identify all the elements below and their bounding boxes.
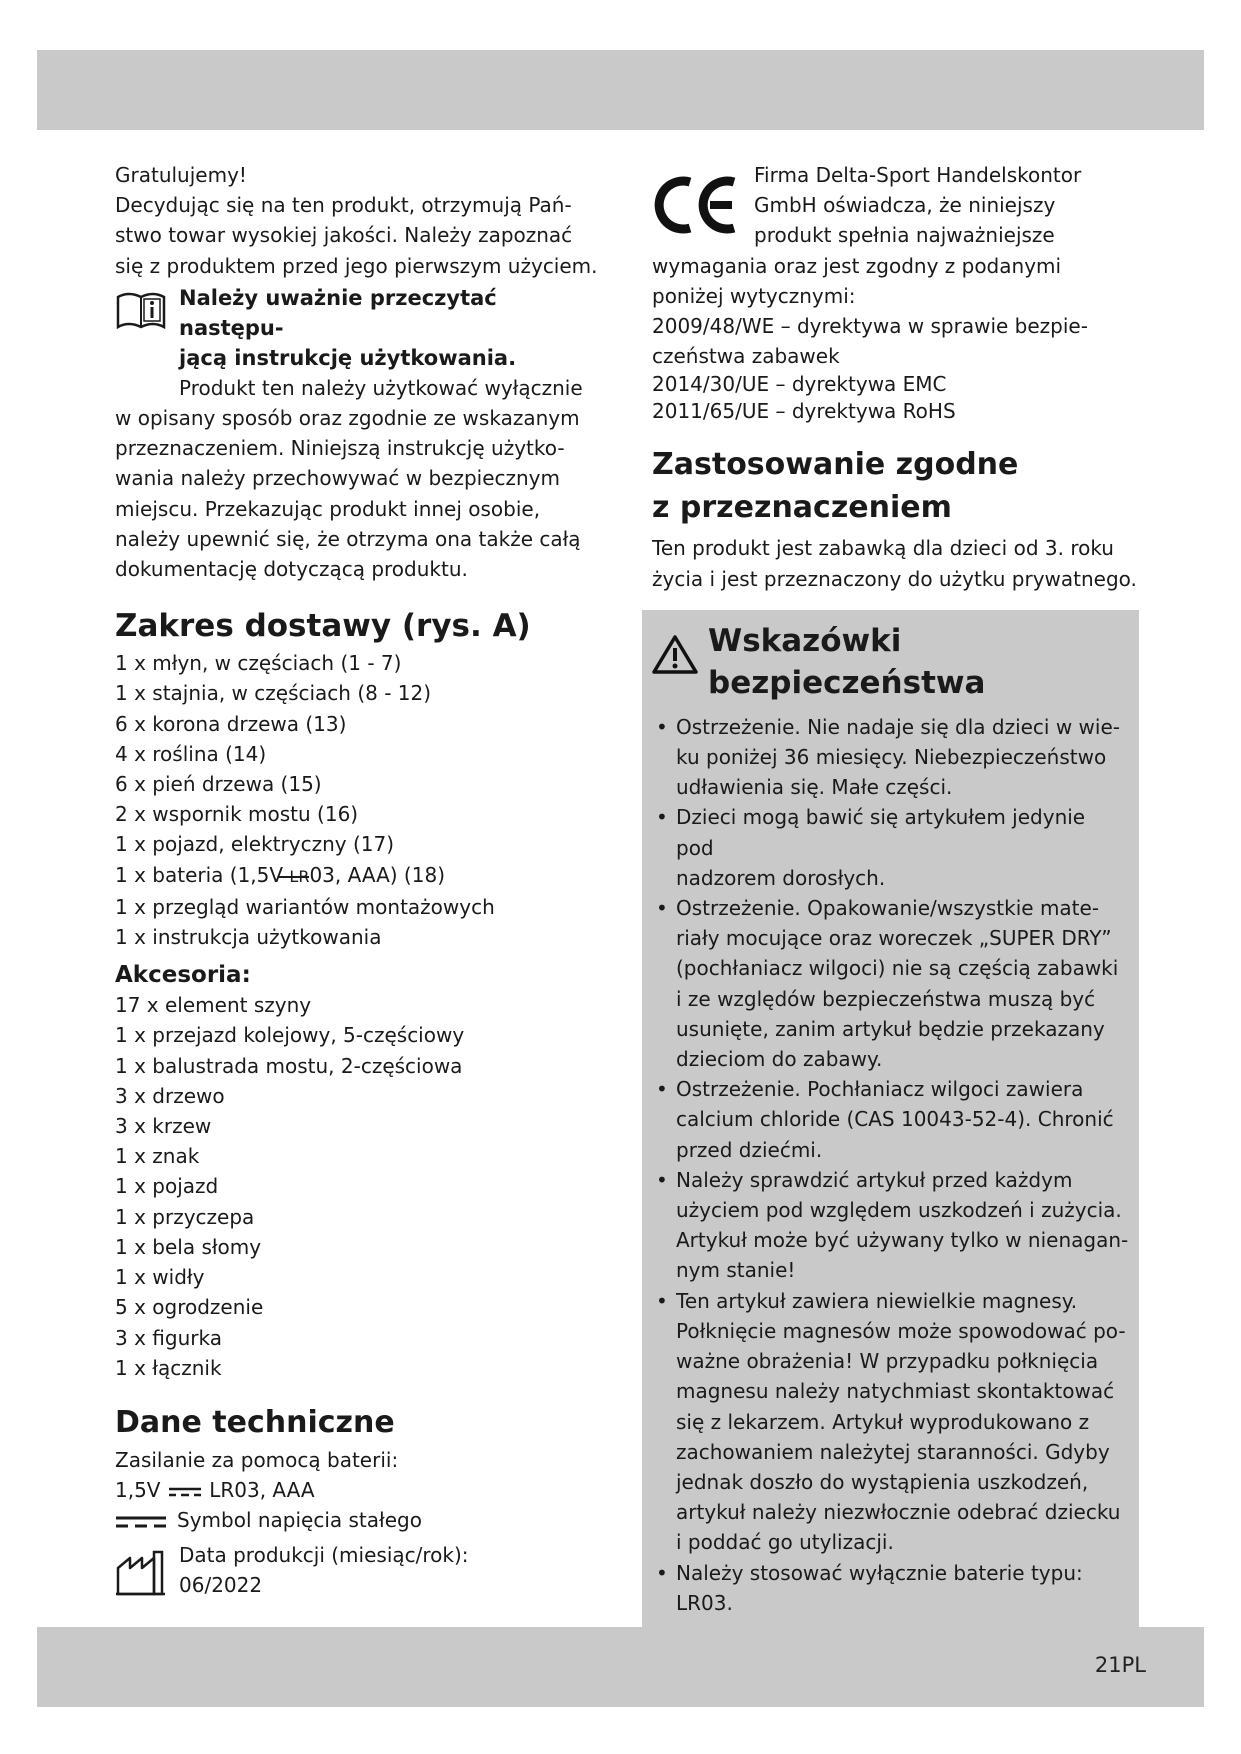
list-item: 1 x widły [115, 1265, 205, 1290]
notice-text: w opisany sposób oraz zgodnie ze wskazanym [115, 406, 580, 431]
tech-voltage [115, 1475, 600, 1505]
list-item: 1 x młyn, w częściach (1 - 7) [115, 651, 402, 676]
list-item: 4 x roślina (14) [115, 741, 267, 766]
list-item: 3 x krzew [115, 1114, 212, 1139]
warning-triangle-icon [652, 634, 698, 674]
read-instructions-notice [115, 283, 600, 373]
safety-bullet: • Należy stosować wyłącznie baterie typu: LR03. [652, 1558, 1129, 1618]
battery-lr-label: LR [289, 867, 309, 886]
safety-notes-box [642, 610, 1139, 1632]
right-column [652, 160, 1137, 1632]
battery-suffix: 03, AAA) (18) [309, 862, 445, 887]
list-item: 1 x bela słomy [115, 1234, 262, 1259]
list-item: 2 x wspornik mostu (16) [115, 802, 359, 827]
battery-prefix: 1 x bateria (1,5V [115, 862, 284, 887]
accessories-title: Akcesoria: [115, 962, 251, 989]
tech-power: Zasilanie za pomocą baterii: [115, 1447, 399, 1472]
list-item: 1 x pojazd [115, 1174, 219, 1199]
list-item: 1 x instrukcja użytkowania [115, 925, 382, 950]
list-item: 6 x korona drzewa (13) [115, 711, 347, 736]
delivery-list [115, 648, 600, 952]
ce-text: produkt spełnia najważniejsze [754, 223, 1055, 248]
safety-heading [652, 620, 1129, 704]
safety-list [652, 712, 1129, 1618]
list-item: 1 x znak [115, 1144, 200, 1169]
left-column [115, 160, 600, 1600]
ce-text: 2011/65/UE – dyrektywa RoHS [652, 399, 956, 424]
safety-bullet: • Dzieci mogą bawić się artykułem jedynie pod nadzorem dorosłych. [652, 802, 1129, 893]
ce-text: czeństwa zabawek [652, 344, 840, 369]
factory-icon [115, 1548, 167, 1598]
dc-symbol-icon [115, 1515, 167, 1529]
dc-current-icon [167, 1486, 203, 1498]
intro-line: Gratulujemy! [115, 163, 247, 187]
dc-symbol-label: Symbol napięcia stałego [177, 1508, 422, 1533]
ce-text: Firma Delta-Sport Handelskontor [754, 163, 1082, 187]
intended-use-text: Ten produkt jest zabawką dla dzieci od 3. roku [652, 536, 1114, 561]
intended-use-text: życia i jest przeznaczony do użytku prywatnego. [652, 566, 1137, 591]
notice-bold: Należy uważnie przeczytać następu- [179, 285, 497, 340]
list-item: 1 x przyczepa [115, 1204, 255, 1229]
page-number: 21PL [1094, 1653, 1146, 1677]
header-band [37, 50, 1204, 130]
notice-text: należy upewnić się, że otrzyma ona także całą [115, 526, 581, 551]
notice-text: dokumentację dotyczącą produktu. [115, 557, 468, 582]
safety-title: Wskazówki bezpieczeństwa [708, 622, 986, 701]
list-item: 6 x pień drzewa (15) [115, 772, 322, 797]
safety-bullet: • Należy sprawdzić artykuł przed każdym użyciem pod względem uszkodzeń i zużycia. Artykuł może być używany tylko w nienagan- nym stanie! [652, 1165, 1129, 1286]
ce-text: 2009/48/WE – dyrektywa w sprawie bezpie- [652, 314, 1088, 339]
ce-text: poniżej wytycznymi: [652, 283, 856, 308]
delivery-title: Zakres dostawy (rys. A) [115, 608, 531, 645]
read-manual-icon [115, 287, 167, 333]
notice-text: Produkt ten należy użytkować wyłącznie [179, 375, 583, 400]
ce-text: GmbH oświadcza, że niniejszy [754, 193, 1056, 218]
intro-line: się z produktem przed jego pierwszym użyciem. [115, 253, 598, 278]
safety-bullet: • Ostrzeżenie. Pochłaniacz wilgoci zawiera calcium chloride (CAS 10043-52-4). Chronić przed dziećmi. [652, 1074, 1129, 1165]
ce-declaration [652, 160, 1129, 251]
list-item-battery [115, 860, 600, 892]
dc-symbol-row [115, 1505, 600, 1535]
safety-bullet: • Ostrzeżenie. Opakowanie/wszystkie mate- riały mocujące oraz woreczek „SUPER DRY” (pochłaniacz wilgoci) nie są częścią zabawki i ze względów bezpieczeństwa muszą być usunięte, zanim artykuł będzie przekazany dzieciom do zabawy. [652, 893, 1129, 1074]
intended-use-title: Zastosowanie zgodne z przeznaczeniem [652, 447, 1019, 526]
list-item: 3 x drzewo [115, 1083, 225, 1108]
list-item: 1 x pojazd, elektryczny (17) [115, 832, 394, 857]
notice-bold: jącą instrukcję użytkowania. [179, 345, 517, 370]
list-item: 1 x przegląd wariantów montażowych [115, 894, 495, 919]
ce-mark-icon [652, 172, 740, 238]
safety-bullet: • Ten artykuł zawiera niewielkie magnesy. Połknięcie magnesów może spowodować po- ważne obrażenia! W przypadku połknięcia magnesu należy natychmiast skontaktować się z lekarzem. Artykuł wyprodukowano z zachowaniem należytej staranności. Gdyby jednak doszło do wystąpienia uszkodzeń, artykuł należy niezwłocznie odebrać dziecku i poddać go utylizacji. [652, 1286, 1129, 1558]
safety-bullet: • Ostrzeżenie. Nie nadaje się dla dzieci w wie- ku poniżej 36 miesięcy. Niebezpieczeństwo udławienia się. Małe części. [652, 712, 1129, 803]
list-item: 1 x stajnia, w częściach (8 - 12) [115, 681, 432, 706]
intro-line: stwo towar wysokiej jakości. Należy zapoznać [115, 223, 573, 248]
mfg-value: 06/2022 [179, 1572, 263, 1597]
accessories-list [115, 990, 600, 1383]
intro-line: Decydując się na ten produkt, otrzymują Pań- [115, 193, 572, 218]
notice-text: miejscu. Przekazując produkt innej osobie, [115, 496, 541, 521]
mfg-label: Data produkcji (miesiąc/rok): [179, 1542, 469, 1567]
list-item: 1 x łącznik [115, 1355, 222, 1380]
list-item: 3 x figurka [115, 1325, 222, 1350]
list-item: 5 x ogrodzenie [115, 1295, 264, 1320]
list-item: 17 x element szyny [115, 993, 312, 1018]
tech-title: Dane techniczne [115, 1404, 395, 1440]
notice-text: wania należy przechowywać w bezpiecznym [115, 466, 560, 491]
tech-voltage-value: 1,5V [115, 1478, 161, 1503]
list-item: 1 x balustrada mostu, 2-częściowa [115, 1053, 463, 1078]
ce-text: wymagania oraz jest zgodny z podanymi [652, 253, 1062, 278]
tech-battery-type: LR03, AAA [209, 1478, 315, 1503]
manufacture-date-row [115, 1540, 600, 1600]
ce-text: 2014/30/UE – dyrektywa EMC [652, 372, 947, 397]
footer-band [37, 1627, 1204, 1707]
list-item: 1 x przejazd kolejowy, 5-częściowy [115, 1023, 465, 1048]
notice-text: przeznaczeniem. Niniejszą instrukcję użytko- [115, 436, 565, 461]
